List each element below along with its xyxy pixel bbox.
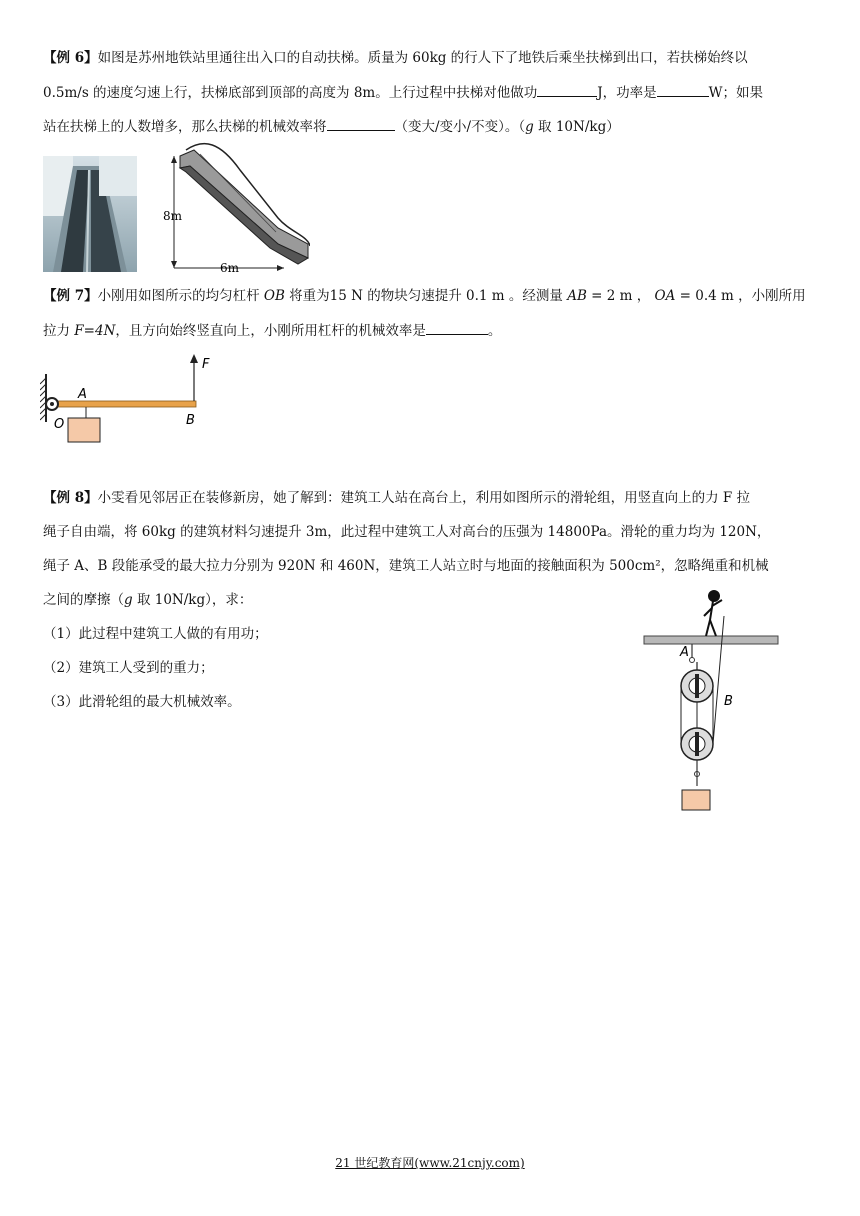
ex7-line2: 拉力 F=4N，且方向始终竖直向上，小刚所用杠杆的机械效率是 。 — [43, 320, 501, 341]
force-F-label: F — [202, 357, 210, 372]
footer-link[interactable]: 21 世纪教育网(www.21cnjy.com) — [335, 1156, 525, 1170]
ex8-question-1: （1）此过程中建筑工人做的有用功； — [43, 626, 268, 642]
ex8-line3: 绳子 A、B 段能承受的最大拉力分别为 920N 和 460N，建筑工人站立时与地面的接触面积为 500cm²，忽略绳重和机械 — [43, 558, 769, 574]
point-A-label: A — [78, 387, 87, 402]
rope-B-label: B — [724, 694, 733, 709]
answer-blank-lever-efficiency[interactable] — [426, 320, 488, 335]
ex7-tag: 【例 7】 — [43, 288, 98, 304]
escalator-width-label: 6m — [220, 261, 240, 274]
answer-blank-work[interactable] — [537, 82, 597, 97]
ex6-line3: 站在扶梯上的人数增多，那么扶梯的机械效率将 （变大/变小/不变）。（g 取 10N/kg） — [43, 116, 620, 137]
ex6-line1: 【例 6】如图是苏州地铁站里通往出入口的自动扶梯。质量为 60kg 的行人下了地铁后乘坐扶梯到出口，若扶梯始终以 — [43, 50, 748, 66]
ex8-question-2: （2）建筑工人受到的重力； — [43, 660, 214, 676]
ex8-line1: 【例 8】小雯看见邻居正在装修新房，她了解到：建筑工人站在高台上，利用如图所示的滑轮组，用竖直向上的力 F 拉 — [43, 490, 751, 506]
ex7-line1: 【例 7】小刚用如图所示的均匀杠杆 OB 将重为15 N 的物块匀速提升 0.1 m 。经测量 AB = 2 m ， OA = 0.4 m ，小刚所用 — [43, 288, 806, 304]
pulley-system-diagram — [640, 586, 785, 814]
worker-figure — [704, 591, 722, 636]
page-footer — [0, 1154, 860, 1171]
point-B-label: B — [186, 413, 195, 428]
rope-A-label: A — [680, 645, 689, 660]
escalator-height-label: 8m — [163, 209, 183, 223]
answer-blank-efficiency[interactable] — [327, 116, 395, 131]
ex8-tag: 【例 8】 — [43, 490, 98, 506]
point-O-label: O — [54, 417, 65, 432]
ex8-question-3: （3）此滑轮组的最大机械效率。 — [43, 694, 241, 710]
escalator-photo — [43, 156, 137, 272]
ex6-tag: 【例 6】 — [43, 50, 98, 66]
ex8-line4: 之间的摩擦（g 取 10N/kg），求： — [43, 592, 253, 608]
ex8-line2: 绳子自由端，将 60kg 的建筑材料匀速提升 3m，此过程中建筑工人对高台的压强为 14800Pa。滑轮的重力均为 120N， — [43, 524, 771, 540]
lever-diagram — [40, 352, 220, 474]
answer-blank-power[interactable] — [657, 82, 709, 97]
escalator-diagram — [160, 140, 310, 274]
ex6-line2: 0.5m/s 的速度匀速上行，扶梯底部到顶部的高度为 8m。上行过程中扶梯对他做功 J，功率是 W；如果 — [43, 82, 763, 103]
